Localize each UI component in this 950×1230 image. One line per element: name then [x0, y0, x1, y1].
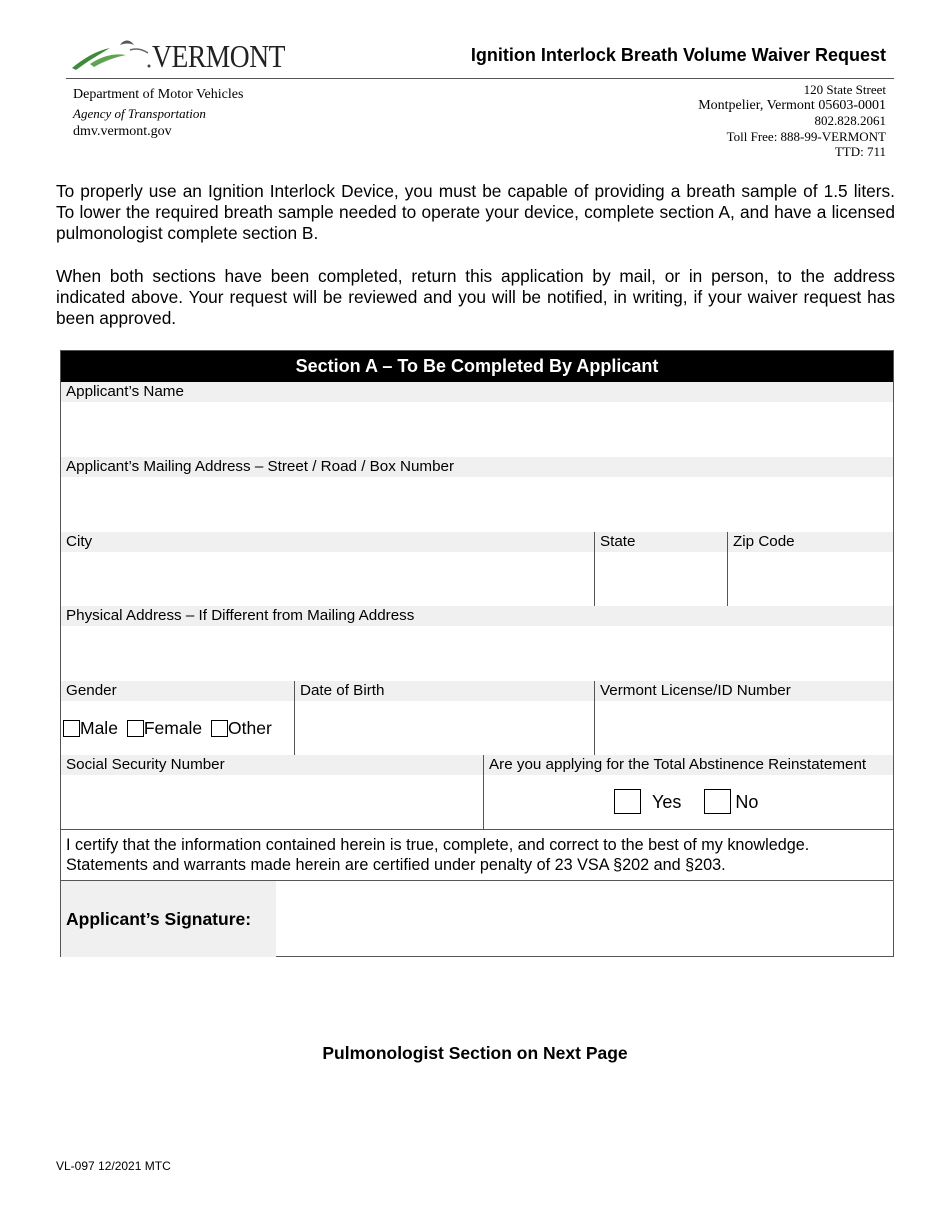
yes-checkbox[interactable]	[614, 789, 641, 814]
female-checkbox[interactable]	[127, 720, 144, 737]
license-number-label: Vermont License/ID Number	[595, 681, 893, 701]
other-option-label: Other	[228, 717, 272, 738]
date-of-birth-field[interactable]	[295, 681, 594, 755]
applicant-name-field[interactable]	[61, 382, 893, 457]
form-code: VL-097 12/2021 MTC	[56, 1159, 171, 1173]
section-a-header: Section A – To Be Completed By Applicant	[61, 351, 893, 382]
next-page-note: Pulmonologist Section on Next Page	[322, 1043, 628, 1063]
state-label: State	[595, 532, 727, 552]
agency-block	[73, 86, 243, 142]
row-divider	[61, 829, 893, 830]
intro-paragraph-2: When both sections have been completed, return this application by mail, or in person, to the address indicated above. Your request will be reviewed and you will be notified, in writing, if your waiver request has been approved.	[56, 266, 895, 328]
applicant-name-label: Applicant’s Name	[61, 382, 893, 402]
header-divider	[66, 78, 894, 79]
address-block	[698, 82, 886, 160]
male-option-label: Male	[80, 717, 118, 738]
gender-label: Gender	[61, 681, 294, 701]
signature-label: Applicant’s Signature:	[61, 881, 276, 957]
section-a-table	[60, 350, 894, 957]
license-number-field[interactable]	[595, 681, 893, 755]
certification-statement: I certify that the information contained herein is true, complete, and correct to the best of my knowledge. Statements and warrants made herein are certified under penalty of 23 VSA §202 and §203.	[66, 836, 810, 874]
logo-wordmark: VERMONT	[152, 38, 286, 74]
address-ttd: TTD: 711	[834, 144, 886, 159]
signature-field[interactable]	[276, 881, 893, 956]
zip-code-label: Zip Code	[728, 532, 893, 552]
mailing-address-field[interactable]	[61, 457, 893, 532]
mailing-address-label: Applicant’s Mailing Address – Street / Road / Box Number	[61, 457, 893, 477]
male-checkbox[interactable]	[63, 720, 80, 737]
yes-option-label: Yes	[652, 792, 682, 812]
no-checkbox[interactable]	[704, 789, 731, 814]
female-option-label: Female	[143, 717, 203, 738]
vermont-logo	[70, 36, 300, 76]
address-city: Montpelier, Vermont 05603-0001	[698, 97, 886, 113]
address-phone: 802.828.2061	[814, 113, 886, 128]
reinstatement-options	[614, 789, 758, 814]
website: dmv.vermont.gov	[73, 124, 172, 139]
physical-address-field[interactable]	[61, 606, 893, 681]
no-option-label: No	[735, 792, 759, 812]
state-field[interactable]	[595, 532, 727, 606]
ssn-field[interactable]	[61, 755, 483, 829]
zip-code-field[interactable]	[728, 532, 893, 606]
address-street: 120 State Street	[803, 82, 886, 97]
gender-options	[63, 717, 272, 739]
date-of-birth-label: Date of Birth	[295, 681, 594, 701]
mountain-logo-icon	[70, 36, 154, 76]
department-name: Department of Motor Vehicles	[73, 87, 244, 102]
intro-paragraph-1: To properly use an Ignition Interlock Device, you must be capable of providing a breath sample of 1.5 liters. To lower the required breath sample needed to operate your device, complete section A, and have a licensed pulmonologist complete section B.	[56, 181, 895, 243]
city-field[interactable]	[61, 532, 594, 606]
physical-address-label: Physical Address – If Different from Mailing Address	[61, 606, 893, 626]
ssn-label: Social Security Number	[61, 755, 483, 775]
agency-name: Agency of Transportation	[73, 105, 206, 121]
other-checkbox[interactable]	[211, 720, 228, 737]
reinstatement-label: Are you applying for the Total Abstinence Reinstatement	[484, 755, 893, 775]
address-toll-free: Toll Free: 888-99-VERMONT	[726, 128, 886, 144]
city-label: City	[61, 532, 594, 552]
form-title: Ignition Interlock Breath Volume Waiver Request	[470, 45, 886, 65]
